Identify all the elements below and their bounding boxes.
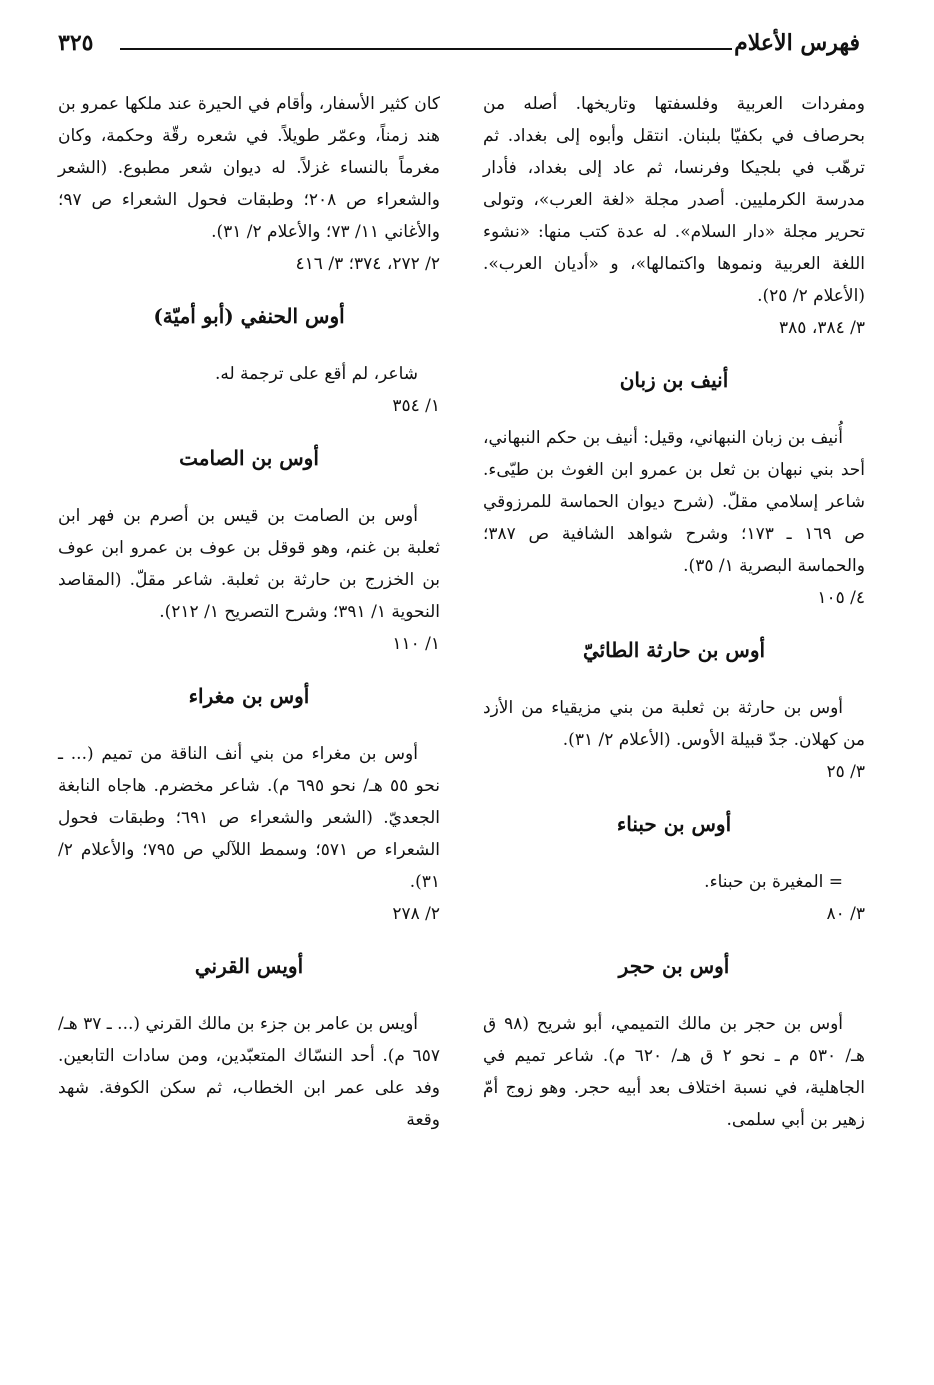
entry-text: أوس بن حجر بن مالك التميمي، أبو شريح (٩٨ ق هـ/ ٥٣٠ م ـ نحو ٢ ق هـ/ ٦٢٠ م). شاعر تميم في الجاهلية، في نسبة اختلاف بعد أبيه حجر. وهو زوج أمّ زهير بن أبي سلمى. xyxy=(483,1014,866,1130)
entry-heading: أوس بن حجر xyxy=(618,954,730,978)
page-header xyxy=(58,28,860,62)
entry-heading: أوس بن مغراء xyxy=(188,684,310,708)
left-column xyxy=(58,88,440,1136)
header-rule xyxy=(120,48,732,50)
volume-page-ref: ٤/ ١٠٥ xyxy=(817,588,865,608)
volume-page-ref: ٣/ ٢٥ xyxy=(826,762,865,782)
running-title: فهرس الأعلام xyxy=(734,30,860,56)
page-number: ٣٢٥ xyxy=(58,30,94,56)
volume-page-ref: ٢/ ٢٧٨ xyxy=(392,904,440,924)
volume-page-ref: ٣/ ٨٠ xyxy=(826,904,865,924)
volume-page-ref: ١/ ٣٥٤ xyxy=(392,396,440,416)
entry-text: شاعر، لم أقع على ترجمة له. xyxy=(214,364,418,384)
entry-heading: أوس بن حارثة الطائيّ xyxy=(582,638,766,662)
entry-text: أوس بن الصامت بن قيس بن أصرم بن فهر ابن ثعلبة بن غنم، وهو قوقل بن عوف بن عمرو ابن عوف بن الخزرج بن حارثة بن ثعلبة. شاعر مقلّ. (المقاصد النحوية ١/ ٣٩١؛ وشرح التصريح ١/ ٢١٢). xyxy=(58,506,440,622)
entry-heading: أنيف بن زبان xyxy=(619,368,729,392)
entry-heading: أوس بن الصامت xyxy=(179,446,319,470)
volume-page-ref: ١/ ١١٠ xyxy=(392,634,440,654)
volume-page-ref: ٢/ ٢٧٢، ٣٧٤؛ ٣/ ٤١٦ xyxy=(295,254,440,274)
entry-heading: أويس القرني xyxy=(194,954,304,978)
volume-page-ref: ٣/ ٣٨٤، ٣٨٥ xyxy=(779,318,865,338)
right-column xyxy=(483,88,865,1136)
entry-heading: أوس الحنفي (أبو أميّة) xyxy=(153,304,345,328)
entry-text: أويس بن عامر بن جزء بن مالك القرني (... ـ ٣٧ هـ/ ٦٥٧ م). أحد النسّاك المتعبّدين، ومن سادات التابعين. وفد على عمر ابن الخطاب، ثم سكن الكوفة. شهد وقعة xyxy=(58,1014,440,1130)
entry-heading: أوس بن حبناء xyxy=(616,812,732,836)
entry-text: أُنيف بن زبان النبهاني، وقيل: أنيف بن حكم النبهاني، أحد بني نبهان بن ثعل بن عمرو ابن الغوث بن طيّىء. شاعر إسلامي مقلّ. (شرح ديوان الحماسة للمرزوقي ص ١٦٩ ـ ١٧٣؛ وشرح شواهد الشافية ص ٣٨٧؛ والحماسة البصرية ١/ ٣٥). xyxy=(483,428,865,576)
continuation-text: ومفردات العربية وفلسفتها وتاريخها. أصله من بحرصاف في بكفيّا بلبنان. انتقل وأبوه إلى بغداد. ثم ترهّب في بلجيكا وفرنسا، ثم عاد إلى بغداد، فأدار مدرسة الكرمليين. أصدر مجلة «لغة العرب»، وتولى تحرير مجلة «دار السلام». له عدة كتب منها: «نشوء اللغة العربية ونموها واكتمالها»، و «أديان العرب». (الأعلام ٢/ ٢٥). xyxy=(483,94,865,306)
entry-text: = المغيرة بن حبناء. xyxy=(704,872,843,892)
continuation-text: كان كثير الأسفار، وأقام في الحيرة عند ملكها عمرو بن هند زمناً، وعمّر طويلاً. في شعره رقّة وحكمة، وكان مغرماً بالنساء غزلاً. له ديوان شعر مطبوع. (الشعر والشعراء ص ٢٠٨؛ وطبقات فحول الشعراء ص ٩٧؛ والأغاني ١١/ ٧٣؛ والأعلام ٢/ ٣١). xyxy=(58,94,441,242)
entry-text: أوس بن حارثة بن ثعلبة من بني مزيقياء من الأزد من كهلان. جدّ قبيلة الأوس. (الأعلام ٢/ ٣١). xyxy=(483,698,865,750)
entry-text: أوس بن مغراء من بني أنف الناقة من تميم (... ـ نحو ٥٥ هـ/ نحو ٦٩٥ م). شاعر مخضرم. هاجاه النابغة الجعديّ. (الشعر والشعراء ص ٦٩١؛ وطبقات فحول الشعراء ص ٥٧١؛ وسمط اللآلي ص ٧٩٥؛ والأعلام ٢/ ٣١). xyxy=(58,744,440,892)
